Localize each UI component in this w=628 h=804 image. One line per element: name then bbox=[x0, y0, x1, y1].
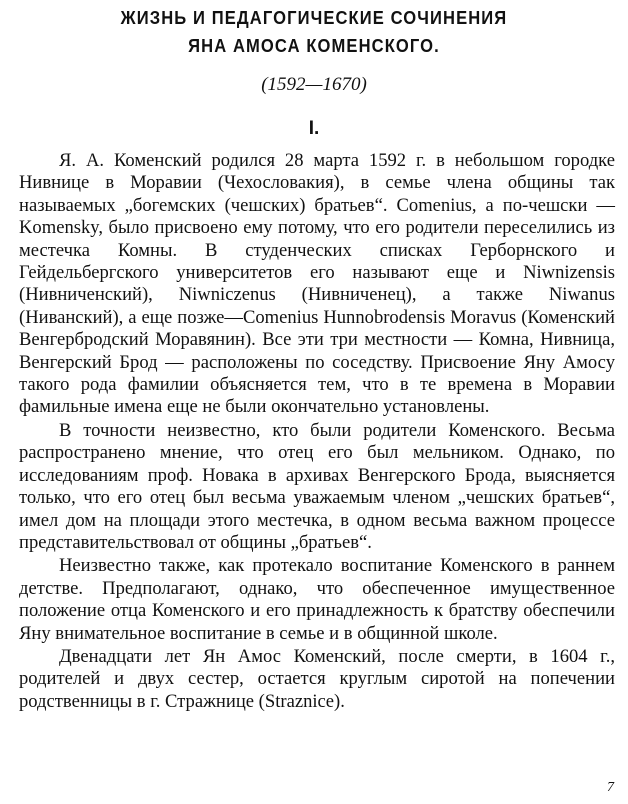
chapter-number: I. bbox=[308, 118, 320, 139]
life-dates: (1592—1670) bbox=[261, 74, 367, 95]
title-line-1: ЖИЗНЬ И ПЕДАГОГИЧЕСКИЕ СОЧИНЕНИЯ bbox=[120, 8, 508, 28]
title-line-2: ЯНА АМОСА КОМЕНСКОГО. bbox=[188, 36, 440, 56]
paragraph-1: Я. А. Коменский родился 28 марта 1592 г. в небольшом городке Нивнице в Моравии (Чехословакия), в семье члена общины так называемых „богемских (чешских) братьев“. Comenius, а по-чешски — Komensky, было присвоено ему потому, что его родители переселились из местечка Комны. В студенческих списках Герборнского и Гейдельбергского университетов его называют еще и Niwnizensis (Нивниченский), Niwniczenus (Нивниченец), а также Niwanus (Ниванский), а еще позже—Comenius Hunnobrodensis Moravus (Коменский Венгербродский Моравянин). Все эти три местности — Комна, Нивница, Венгерский Брод — расположены по соседству. Присвоение Яну Амосу такого рода фамилии объясняется тем, что в те времена в Моравии фамильные имена еще не были окончательно установлены. bbox=[19, 150, 615, 418]
paragraph-3: Неизвестно также, как протекало воспитание Коменского в раннем детстве. Предполагают, однако, что обеспеченное имущественное положение отца Коменского и его принадлежность к братству обеспечили Яну внимательное воспитание в семье и в общинной школе. bbox=[19, 555, 615, 644]
paragraph-2: В точности неизвестно, кто были родители Коменского. Весьма распространено мнение, что отец его был мельником. Однако, по исследованиям проф. Новака в архивах Венгерского Брода, выясняется только, что его отец был весьма уважаемым членом „чешских братьев“, имел дом на площади этого местечка, в одном весьма важном процессе представительствовал от общины „братьев“. bbox=[19, 419, 615, 553]
body-text bbox=[19, 150, 615, 713]
paragraph-4: Двенадцати лет Ян Амос Коменский, после смерти, в 1604 г., родителей и двух сестер, остается круглым сиротой на попечении родственницы в г. Стражнице (Straznice). bbox=[19, 645, 615, 712]
page-number: 7 bbox=[607, 780, 614, 795]
